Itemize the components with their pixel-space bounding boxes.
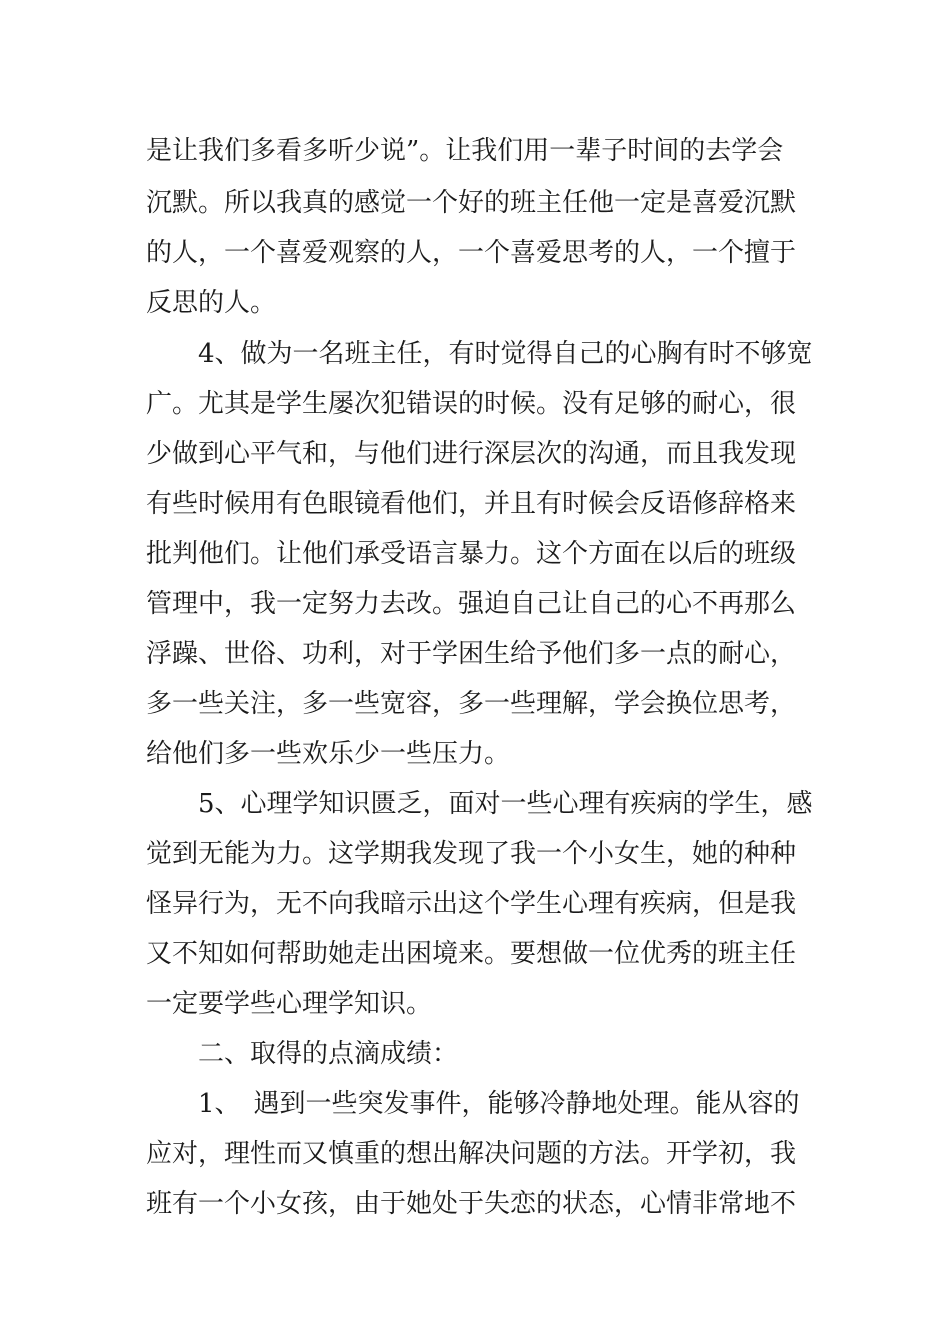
text-line: 给他们多一些欢乐少一些压力。 <box>146 739 511 769</box>
text-line: 少做到心平气和，与他们进行深层次的沟通，而且我发现 <box>146 439 797 469</box>
text-line: 反思的人。 <box>146 288 277 318</box>
text-line: 又不知如何帮助她走出困境来。要想做一位优秀的班主任 <box>146 939 797 969</box>
text-line: 应对，理性而又慎重的想出解决问题的方法。开学初，我 <box>146 1139 797 1169</box>
text-line: 多一些关注，多一些宽容，多一些理解，学会换位思考， <box>146 689 797 719</box>
paragraph-start-line: 5、心理学知识匮乏，面对一些心理有疾病的学生，感 <box>198 789 813 819</box>
text-line: 批判他们。让他们承受语言暴力。这个方面在以后的班级 <box>146 539 797 569</box>
text-line: 觉到无能为力。这学期我发现了我一个小女生，她的种种 <box>146 839 797 869</box>
text-line: 浮躁、世俗、功利，对于学困生给予他们多一点的耐心， <box>146 639 797 669</box>
text-line: 班有一个小女孩，由于她处于失恋的状态，心情非常地不 <box>146 1189 797 1219</box>
text-line: 管理中，我一定努力去改。强迫自己让自己的心不再那么 <box>146 589 797 619</box>
text-line: 是让我们多看多听少说”。让我们用一辈子时间的去学会 <box>146 136 784 166</box>
text-line: 怪异行为，无不向我暗示出这个学生心理有疾病，但是我 <box>146 889 797 919</box>
text-line: 有些时候用有色眼镜看他们，并且有时候会反语修辞格来 <box>146 489 797 519</box>
text-line: 广。尤其是学生屡次犯错误的时候。没有足够的耐心，很 <box>146 389 797 419</box>
text-line: 一定要学些心理学知识。 <box>146 989 433 1019</box>
paragraph-start-line: 4、做为一名班主任，有时觉得自己的心胸有时不够宽 <box>198 339 813 369</box>
text-line: 的人，一个喜爱观察的人，一个喜爱思考的人，一个擅于 <box>146 238 797 268</box>
section-heading: 二、取得的点滴成绩： <box>198 1039 459 1069</box>
text-line: 沉默。所以我真的感觉一个好的班主任他一定是喜爱沉默 <box>146 188 797 218</box>
paragraph-start-line: 1、 遇到一些突发事件，能够冷静地处理。能从容的 <box>198 1089 800 1119</box>
